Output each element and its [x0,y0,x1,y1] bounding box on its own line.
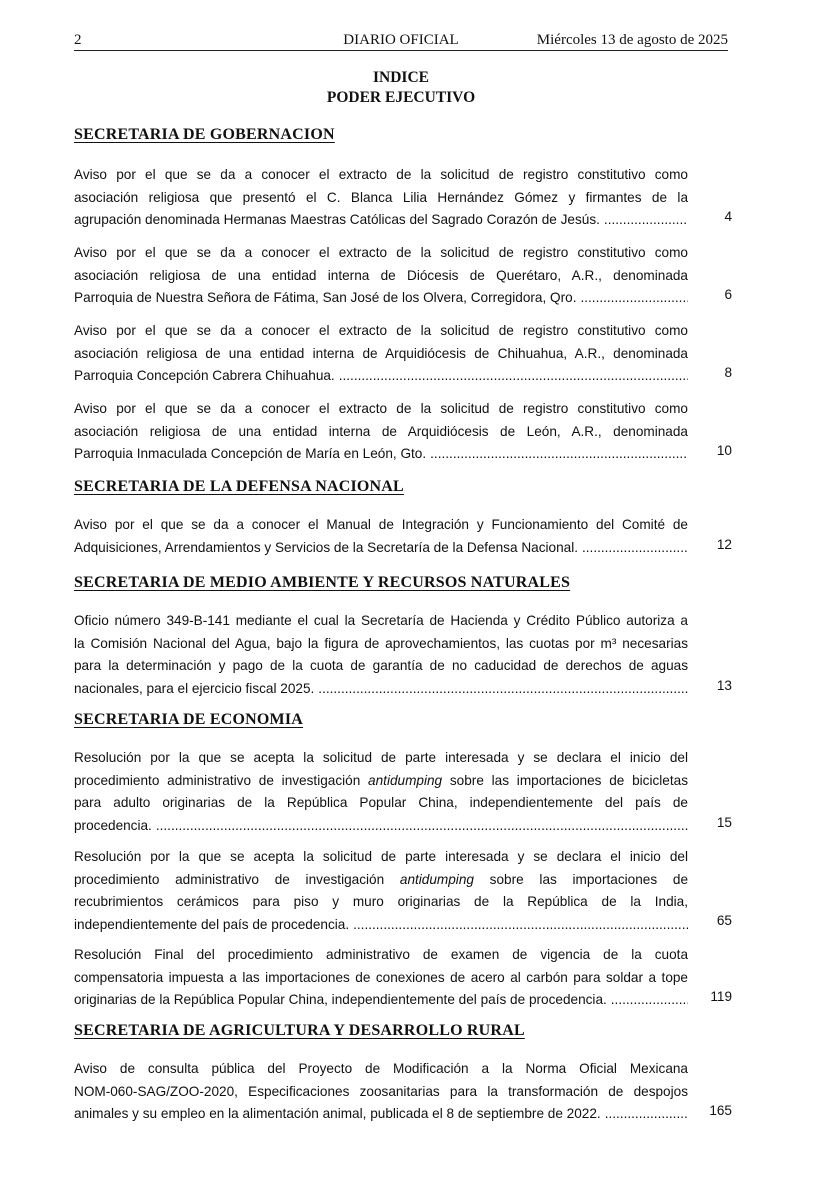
page-header [74,30,728,52]
entry-line: Aviso por el que se da a conocer el Manual de Integración y Funcionamiento del Comité de [74,517,688,532]
entry-line: Aviso por el que se da a conocer el extracto de la solicitud de registro constitutivo como [74,167,688,182]
entry-line: Aviso de consulta pública del Proyecto de Modificación a la Norma Oficial Mexicana [74,1061,688,1076]
entry-line: la Comisión Nacional del Agua, bajo la figura de aprovechamientos, las cuotas por m³ necesarias [74,635,688,651]
index-entry[interactable] [74,242,688,310]
entry-line: Parroquia de Nuestra Señora de Fátima, San José de los Olvera, Corregidora, Qro. [74,290,577,306]
index-entry[interactable] [74,514,688,559]
entry-page-number[interactable]: 15 [716,815,732,830]
entry-line: recubrimientos cerámicos para piso y muro originarias de la República de la India, [74,894,688,910]
entry-line: Resolución Final del procedimiento administrativo de examen de vigencia de la cuota [74,947,688,962]
section-heading-agricultura: SECRETARIA DE AGRICULTURA Y DESARROLLO RURAL [74,1022,525,1039]
entry-line: asociación religiosa que presentó el C. Blanca Lilia Hernández Gómez y firmantes de la [74,189,688,205]
entry-page-number[interactable]: 6 [724,287,732,302]
index-entry[interactable] [74,610,688,700]
entry-line: agrupación denominada Hermanas Maestras Católicas del Sagrado Corazón de Jesús. [74,212,600,228]
index-title: INDICE [373,69,429,86]
index-titles [74,68,728,108]
entry-page-number[interactable]: 65 [716,913,732,928]
leader-dots [430,443,688,466]
leader-dots [605,1103,688,1126]
publication-title: DIARIO OFICIAL [343,32,459,48]
entry-line: Parroquia Inmaculada Concepción de María en León, Gto. [74,446,427,462]
section-heading-defensa: SECRETARIA DE LA DEFENSA NACIONAL [74,478,404,495]
entry-line: Aviso por el que se da a conocer el extracto de la solicitud de registro constitutivo como [74,323,688,338]
entry-line: nacionales, para el ejercicio fiscal 2025. [74,680,315,696]
entry-line: Adquisiciones, Arrendamientos y Servicios de la Secretaría de la Defensa Nacional. [74,539,578,555]
leader-dots [339,365,688,388]
leader-dots [582,537,688,560]
entry-page-number[interactable]: 165 [709,1103,732,1118]
index-entry[interactable] [74,398,688,466]
section-heading-medio-ambiente: SECRETARIA DE MEDIO AMBIENTE Y RECURSOS NATURALES [74,574,571,591]
section-heading-gobernacion: SECRETARIA DE GOBERNACION [74,126,335,143]
header-rule [74,50,728,51]
entry-line: asociación religiosa de una entidad interna de Diócesis de Querétaro, A.R., denominada [74,267,688,283]
entry-page-number[interactable]: 8 [724,365,732,380]
entry-page-number[interactable]: 12 [716,537,732,552]
index-subtitle: PODER EJECUTIVO [326,89,476,106]
entry-line: para adulto originarias de la República Popular China, independientemente del país de [74,795,688,811]
leader-dots [580,287,688,310]
entry-line: procedencia. [74,817,152,833]
entry-page-number[interactable]: 13 [716,678,732,693]
entry-line: procedimiento administrativo de investigación antidumping sobre las importaciones de [74,871,689,887]
entry-line: asociación religiosa de una entidad interna de Arquidiócesis de León, A.R., denominada [74,423,688,439]
index-entry[interactable] [74,164,688,232]
entry-line: para la determinación y pago de la cuota de garantía de no caducidad de derechos de aguas [74,658,688,674]
entry-line: Aviso por el que se da a conocer el extracto de la solicitud de registro constitutivo como [74,245,688,260]
index-entry[interactable] [74,1058,688,1126]
entry-line: asociación religiosa de una entidad interna de Arquidiócesis de Chihuahua, A.R., denominada [74,345,688,361]
page-number: 2 [74,32,82,48]
index-entry[interactable] [74,944,688,1012]
leader-dots [604,209,688,232]
entry-line: Oficio número 349-B-141 mediante el cual la Secretaría de Hacienda y Crédito Público autoriza a [74,613,688,628]
entry-page-number[interactable]: 119 [710,989,732,1004]
index-entry[interactable] [74,320,688,388]
leader-dots [611,989,688,1012]
entry-line: Aviso por el que se da a conocer el extracto de la solicitud de registro constitutivo como [74,401,688,416]
publication-date: Miércoles 13 de agosto de 2025 [536,32,728,48]
entry-line: NOM-060-SAG/ZOO-2020, Especificaciones zoosanitarias para la transformación de despojos [74,1083,688,1099]
leader-dots [156,815,688,838]
section-heading-economia: SECRETARIA DE ECONOMIA [74,711,304,728]
index-entry[interactable] [74,846,688,936]
entry-page-number[interactable]: 4 [724,209,732,224]
entry-line: Resolución por la que se acepta la solicitud de parte interesada y se declara el inicio del [74,849,688,864]
entry-line: animales y su empleo en la alimentación animal, publicada el 8 de septiembre de 2022. [74,1106,601,1122]
entry-line: originarias de la República Popular China, independientemente del país de procedencia. [74,992,607,1008]
entry-line: Parroquia Concepción Cabrera Chihuahua. [74,368,335,384]
leader-dots [353,914,688,937]
entry-line: procedimiento administrativo de investigación antidumping sobre las importaciones de bicicletas [74,772,688,788]
entry-page-number[interactable]: 10 [716,443,732,458]
entry-line: independientemente del país de procedencia. [74,916,350,932]
index-entry[interactable] [74,747,688,837]
entry-line: Resolución por la que se acepta la solicitud de parte interesada y se declara el inicio del [74,750,688,765]
entry-line: compensatoria impuesta a las importaciones de conexiones de acero al carbón para soldar a tope [74,969,688,985]
leader-dots [318,678,688,701]
